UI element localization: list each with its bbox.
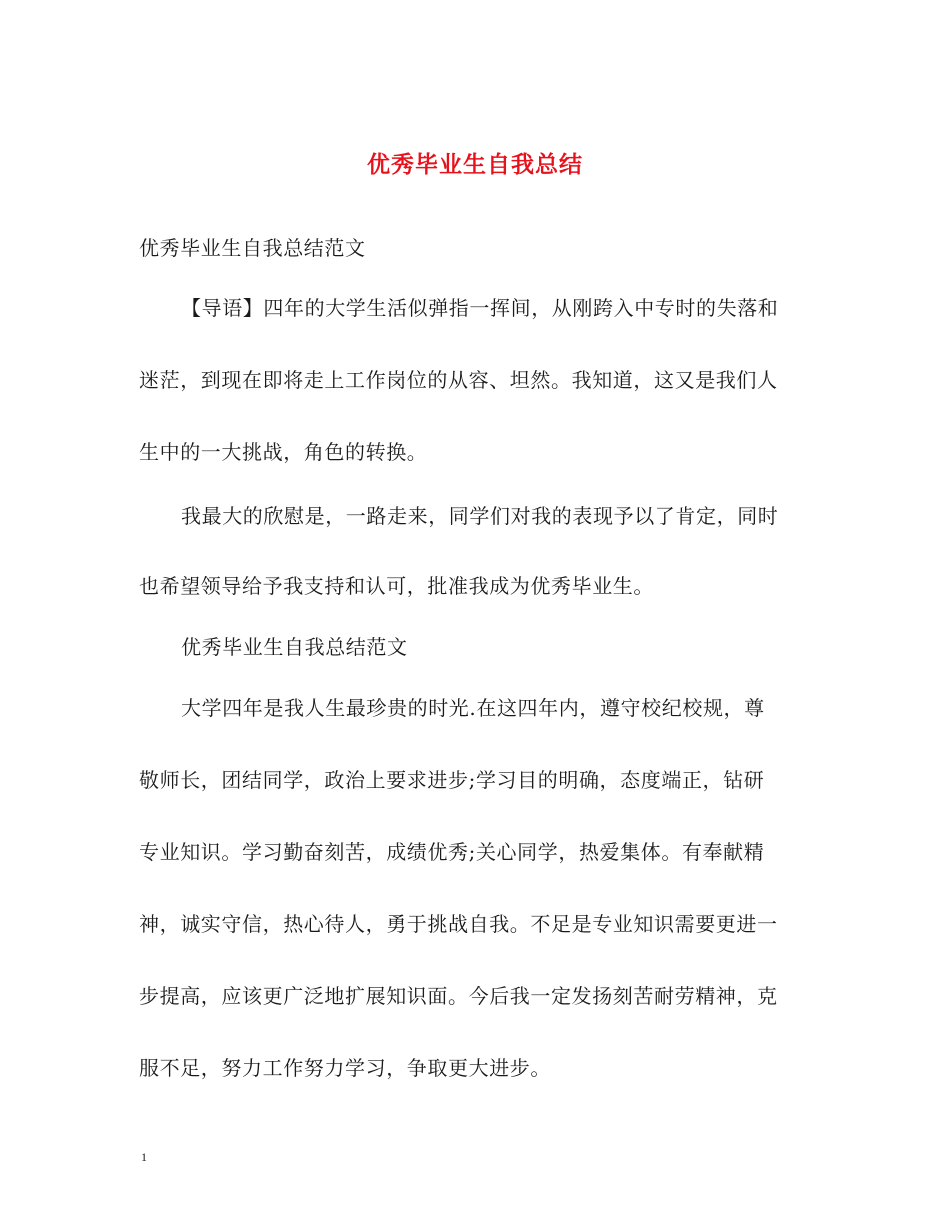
paragraph-line: 步提高，应该更广泛地扩展知识面。今后我一定发扬刻苦耐劳精神，克 — [139, 984, 778, 1008]
paragraph-line: 也希望领导给予我支持和认可，批准我成为优秀毕业生。 — [139, 574, 654, 598]
document-title: 优秀毕业生自我总结 — [367, 151, 583, 178]
paragraph-line: 生中的一大挑战，角色的转换。 — [139, 440, 428, 464]
paragraph-line: 服不足，努力工作努力学习，争取更大进步。 — [139, 1056, 551, 1080]
paragraph-line: 大学四年是我人生最珍贵的时光.在这四年内，遵守校纪校规，尊 — [181, 696, 765, 720]
paragraph-line: 【导语】四年的大学生活似弹指一挥间，从刚跨入中专时的失落和 — [181, 296, 779, 320]
paragraph-line: 神，诚实守信，热心待人，勇于挑战自我。不足是专业知识需要更进一 — [139, 912, 778, 936]
paragraph-line: 专业知识。学习勤奋刻苦，成绩优秀;关心同学，热爱集体。有奉献精 — [139, 840, 765, 864]
subtitle-line: 优秀毕业生自我总结范文 — [139, 236, 366, 260]
paragraph-line: 迷茫，到现在即将走上工作岗位的从容、坦然。我知道，这又是我们人 — [139, 368, 778, 392]
paragraph-line: 敬师长，团结同学，政治上要求进步;学习目的明确，态度端正，钻研 — [139, 768, 765, 792]
section-heading-line: 优秀毕业生自我总结范文 — [181, 635, 408, 659]
page-number: 1 — [141, 1150, 147, 1164]
paragraph-line: 我最大的欣慰是，一路走来，同学们对我的表现予以了肯定，同时 — [181, 504, 779, 528]
